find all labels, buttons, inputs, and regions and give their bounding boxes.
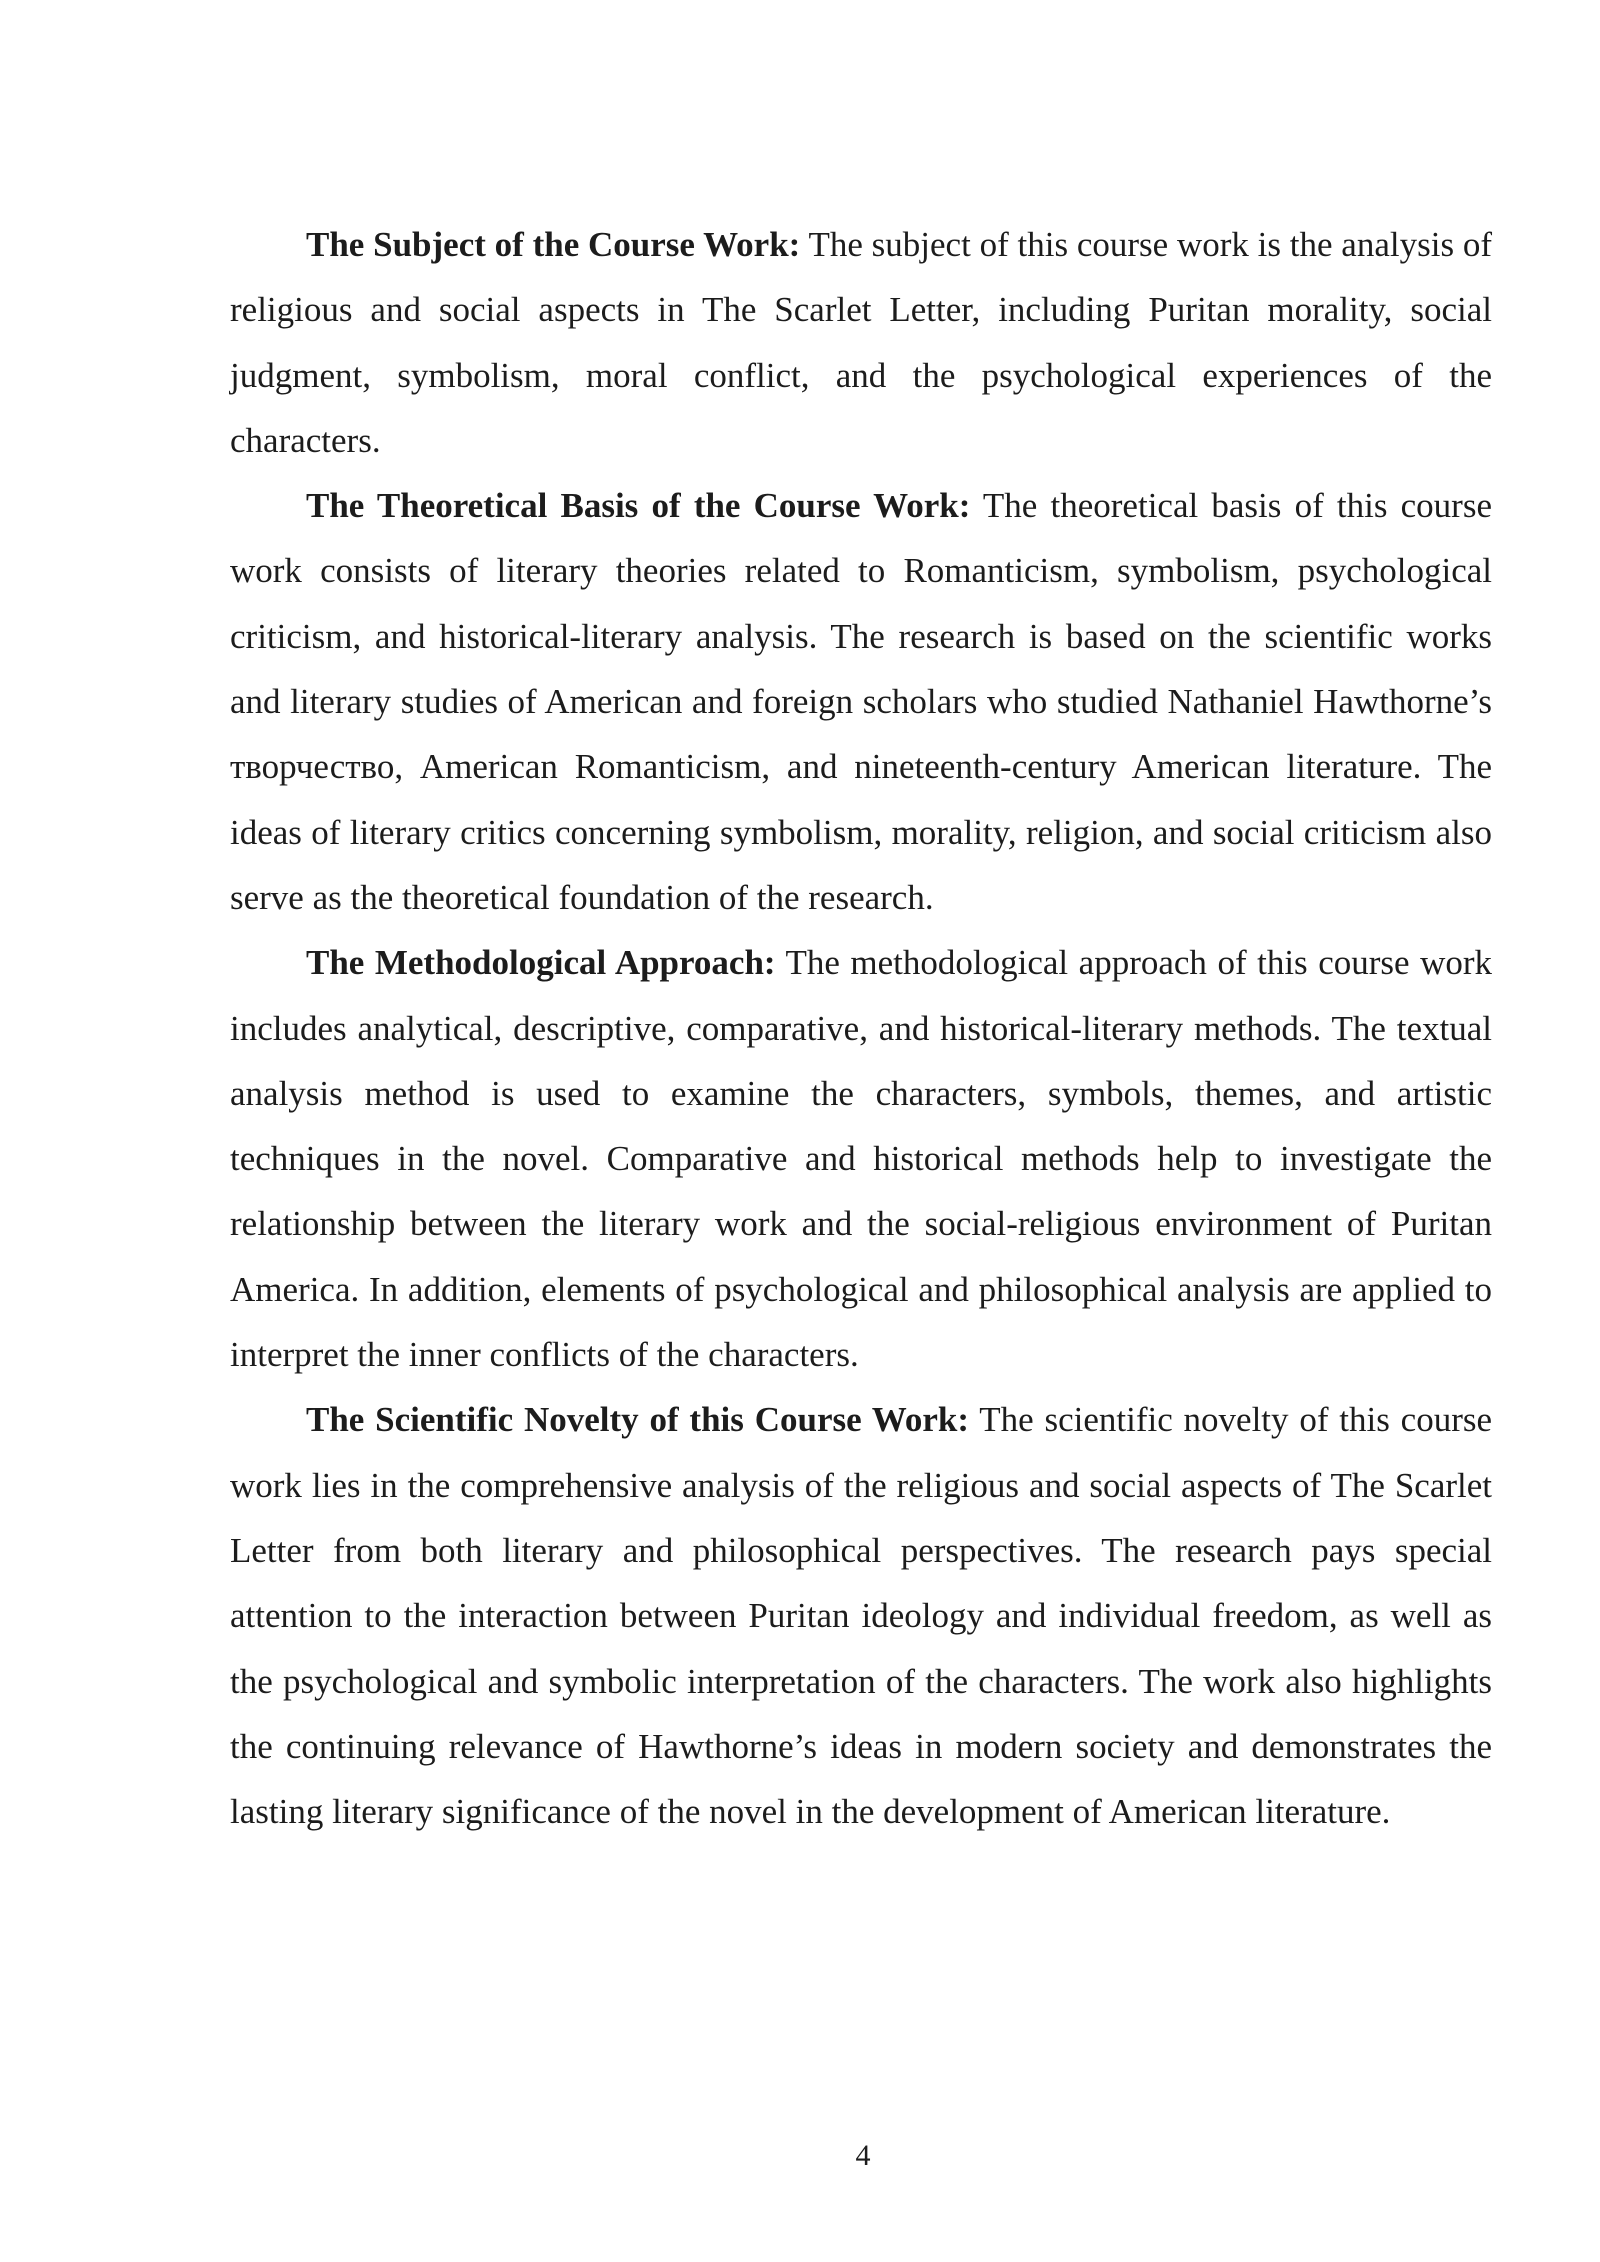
paragraph-heading: The Methodological Approach: [306,943,776,983]
paragraph-heading: The Subject of the Course Work: [306,225,801,264]
paragraph-scientific-novelty [230,1387,1492,1844]
paragraph-subject [230,212,1492,473]
paragraph-text: The scientific novelty of this course work lies in the comprehensive analysis of the religious and social aspects of The Scarlet Letter from both literary and philosophical perspectives. The research pays special attention to the interaction between Puritan ideology and individual freedom, as well as the psychological and symbolic interpretation of the characters. The work also highlights the continuing relevance of Hawthorne’s ideas in modern society and demonstrates the lasting literary significance of the novel in the development of American literature. [230,1400,1493,1832]
page-number: 4 [855,2139,871,2172]
paragraph-heading: The Theoretical Basis of the Course Work: [306,486,971,526]
paragraph-text: The subject of this course work is the analysis of religious and social aspects in The Scarlet Letter, including Puritan morality, social judgment, symbolism, moral conflict, and the psychological experiences of the characters. [230,225,1492,460]
paragraph-theoretical-basis [230,473,1492,930]
paragraph-heading: The Scientific Novelty of this Course Work: [306,1400,970,1440]
paragraph-text: The methodological approach of this course work includes analytical, descriptive, comparative, and historical-literary methods. The textual analysis method is used to examine the characters, symbols, themes, and artistic techniques in the novel. Comparative and historical methods help to investigate the relationship between the literary work and the social-religious environment of Puritan America. In addition, elements of psychological and philosophical analysis are applied to interpret the inner conflicts of the characters. [230,943,1492,1375]
paragraph-text: The theoretical basis of this course work consists of literary theories related to Romanticism, symbolism, psychological criticism, and historical-literary analysis. The research is based on the scientific works and literary studies of American and foreign scholars who studied Nathaniel Hawthorne’s творчество, American Romanticism, and nineteenth-century American literature. The ideas of literary critics concerning symbolism, morality, religion, and social criticism also serve as the theoretical foundation of the research. [230,486,1492,917]
document-body [230,212,1492,1844]
paragraph-methodological-approach [230,930,1492,1387]
